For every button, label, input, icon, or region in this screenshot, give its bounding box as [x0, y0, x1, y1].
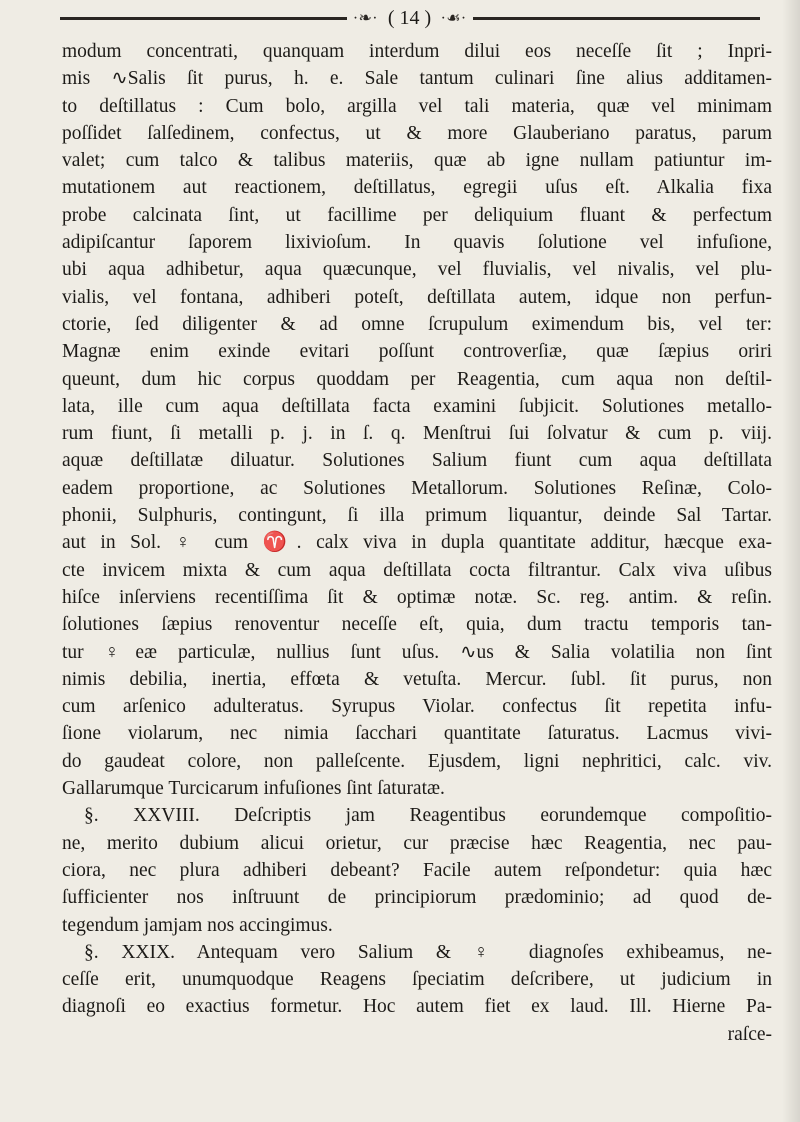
text-line: aquæ deſtillatæ diluatur. Solutiones Salium fiunt cum aqua deſtillata: [62, 450, 772, 472]
text-line: tur ♀eæ particulæ, nullius ſunt uſus. ∿us & Salia volatilia non ſint: [62, 641, 772, 663]
text-line: ſufficienter nos inſtruunt de principiorum prædominio; ad quod de-: [62, 887, 772, 909]
page-edge-shadow: [782, 0, 800, 1122]
header-rule-right: [473, 17, 760, 20]
text-line: phonii, Sulphuris, contingunt, ſi illa primum liquantur, deinde Sal Tartar.: [62, 505, 772, 527]
body-text: [62, 38, 772, 1048]
text-line: modum concentrati, quanquam interdum dilui eos neceſſe ſit ; Inpri-: [62, 41, 772, 62]
text-line: ctorie, ſed diligenter & ad omne ſcrupulum eximendum bis, vel ter:: [62, 313, 772, 335]
text-line: do gaudeat colore, non palleſcente. Ejusdem, ligni nephritici, calc. viv.: [62, 750, 772, 772]
section-heading-line: §. XXVIII. Deſcriptis jam Reagentibus eorundemque compoſitio-: [84, 805, 772, 827]
text-line: lata, ille cum aqua deſtillata facta examini ſubjicit. Solutiones metallo-: [62, 395, 772, 417]
text-line: tegendum jamjam nos accingimus.: [62, 914, 333, 936]
text-line: to deſtillatus : Cum bolo, argilla vel tali materia, quæ vel minimam: [62, 95, 772, 117]
text-line: cum arſenico adulteratus. Syrupus Violar. confectus ſit repetita infu-: [62, 696, 772, 718]
text-line: ſolutiones ſæpius renoventur neceſſe eſt, quia, dum tractu temporis tan-: [62, 614, 772, 636]
text-line: probe calcinata ſint, ut facillime per deliquium fluant & perfectum: [62, 204, 772, 226]
catchword: raſce-: [727, 1023, 772, 1045]
text-line: ne, merito dubium alicui orietur, cur præcise hæc Reagentia, nec pau-: [62, 832, 772, 854]
header-ornament-right-icon: ∙☙∙: [441, 10, 467, 27]
text-line: ubi aqua adhibetur, aqua quæcunque, vel fluvialis, vel nivalis, vel plu-: [62, 259, 772, 281]
page-header: [60, 6, 760, 30]
text-line: cte invicem mixta & cum aqua deſtillata cocta filtrantur. Calx viva uſibus: [62, 559, 772, 581]
header-rule-left: [60, 17, 347, 20]
header-ornament-left-icon: ∙❧∙: [353, 10, 378, 27]
text-line: mutationem aut reactionem, deſtillatus, egregii uſus eſt. Alkalia fixa: [62, 177, 772, 199]
text-line: queunt, dum hic corpus quoddam per Reagentia, cum aqua non deſtil-: [62, 368, 772, 390]
text-line: adipiſcantur ſaporem lixivioſum. In quavis ſolutione vel infuſione,: [62, 232, 772, 254]
text-line: aut in Sol. ♀ cum ♈. calx viva in dupla quantitate additur, hæcque exa-: [62, 532, 772, 554]
text-line: Gallarumque Turcicarum infuſiones ſint ſaturatæ.: [62, 778, 445, 800]
text-line: hiſce inſerviens recentiſſima ſit & optimæ notæ. Sc. reg. antim. & reſin.: [62, 586, 772, 608]
text-line: ſione violarum, nec nimia ſacchari quantitate ſaturatus. Lacmus vivi-: [62, 723, 772, 745]
text-line: eadem proportione, ac Solutiones Metallorum. Solutiones Reſinæ, Colo-: [62, 477, 772, 499]
text-line: ciora, nec plura adhiberi debeant? Facile autem reſpondetur: quia hæc: [62, 859, 772, 881]
text-line: poſſidet ſalſedinem, confectus, ut & more Glauberiano paratus, parum: [62, 122, 772, 144]
text-line: nimis debilia, inertia, effœta & vetuſta. Mercur. ſubl. ſit purus, non: [62, 668, 772, 690]
text-line: vialis, vel fontana, adhiberi poteſt, deſtillata autem, idque non perfun-: [62, 286, 772, 308]
text-line: Magnæ enim exinde evitari poſſunt controverſiæ, quæ ſæpius oriri: [62, 341, 772, 363]
text-line: diagnoſi eo exactius formetur. Hoc autem fiet ex laud. Ill. Hierne Pa-: [62, 996, 772, 1018]
page-number: ( 14 ): [387, 6, 432, 29]
section-heading-line: §. XXIX. Antequam vero Salium & ♀ diagnoſes exhibeamus, ne-: [84, 941, 772, 963]
text-line: rum fiunt, ſi metalli p. j. in ſ. q. Menſtrui ſui ſolvatur & cum p. viij.: [62, 423, 772, 445]
text-line: ceſſe erit, unumquodque Reagens ſpeciatim deſcribere, ut judicium in: [62, 969, 772, 991]
text-line: valet; cum talco & talibus materiis, quæ ab igne nullam patiuntur im-: [62, 150, 772, 172]
text-line: mis ∿Salis ſit purus, h. e. Sale tantum culinari ſine alius additamen-: [62, 68, 772, 90]
